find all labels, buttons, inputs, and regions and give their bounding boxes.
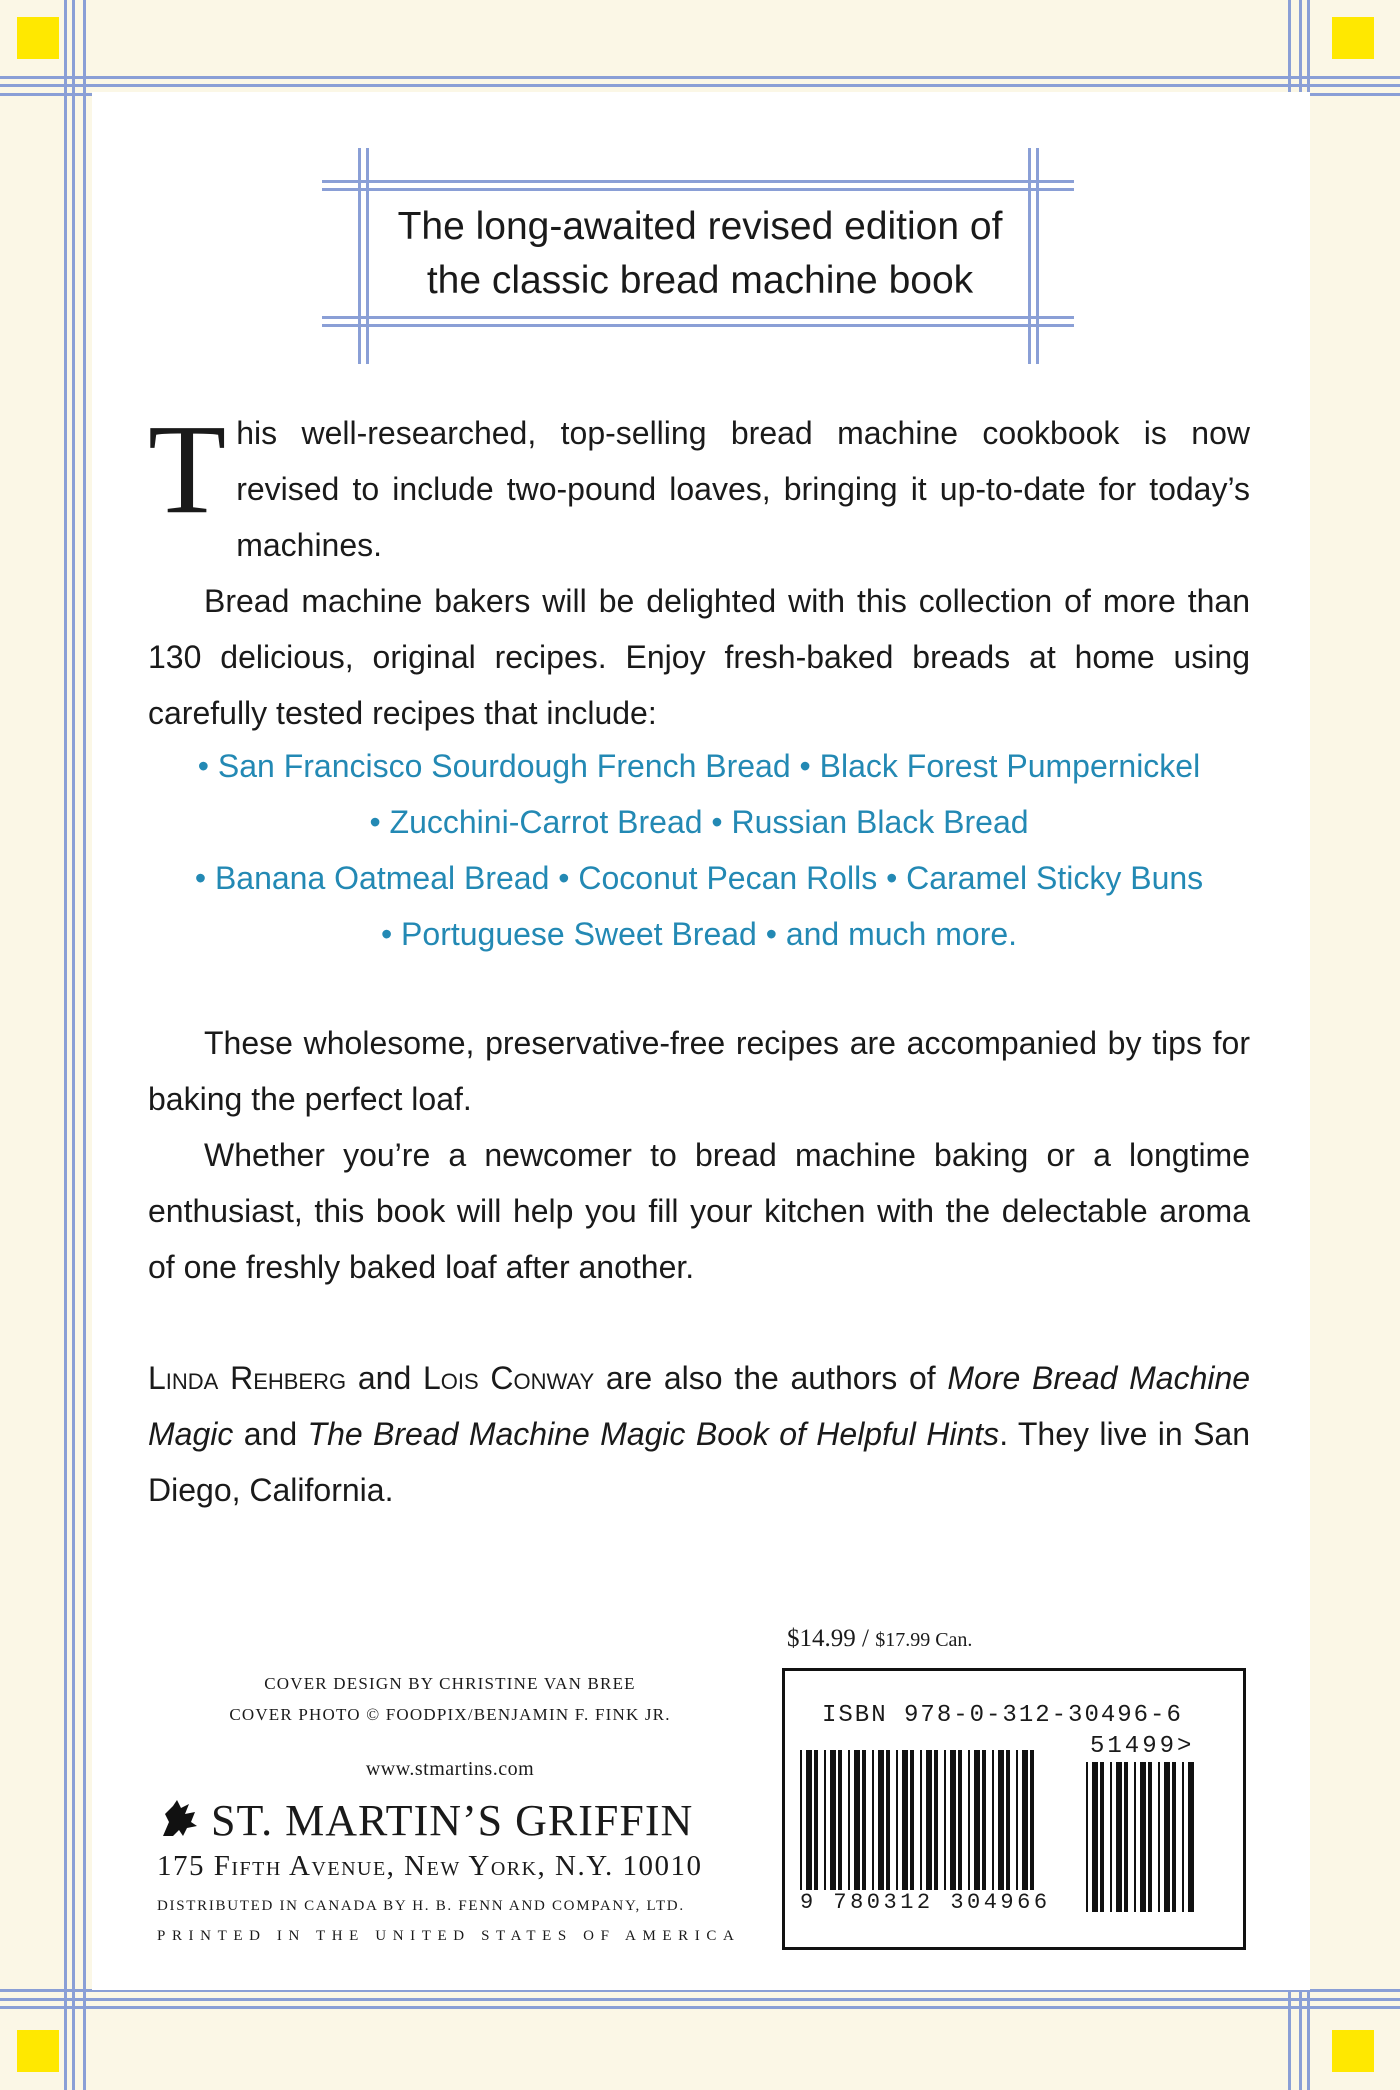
title-box-line	[366, 148, 369, 364]
distribution-note: DISTRIBUTED IN CANADA BY H. B. FENN AND COMPANY, LTD.	[157, 1898, 685, 1914]
intro-paragraph-1: his well-researched, top-selling bread machine cookbook is now revised to include two-pound loaves, bringing it up-to-date for today’s machines.	[236, 415, 1250, 563]
corner-square	[1332, 2030, 1374, 2072]
cover-design-credit: COVER DESIGN BY CHRISTINE VAN BREE	[264, 1674, 636, 1693]
border-line	[0, 1998, 1400, 2001]
author-bio	[148, 1350, 1250, 1518]
book-title-2: The Bread Machine Magic Book of Helpful Hints	[307, 1416, 1000, 1452]
book-title-1: More Bread Machine Magic	[148, 1360, 1251, 1452]
border-line	[83, 0, 86, 2090]
recipe-line: • Banana Oatmeal Bread • Coconut Pecan Rolls • Caramel Sticky Buns	[194, 860, 1204, 896]
barcode-digits: 9 780312 304966	[800, 1890, 1051, 1915]
title-box-line	[322, 316, 1074, 319]
barcode-bar	[1100, 1762, 1104, 1912]
isbn-number: ISBN 978-0-312-30496-6	[822, 1702, 1183, 1729]
recipe-line: • Zucchini-Carrot Bread • Russian Black Bread	[369, 804, 1029, 840]
barcode-bar	[1110, 1762, 1112, 1912]
barcode-bar	[1182, 1762, 1184, 1912]
cover-credits	[170, 1668, 730, 1730]
publisher-address: 175 Fifth Avenue, New York, N.Y. 10010	[157, 1850, 703, 1882]
border-line	[0, 84, 1400, 87]
title-box-line	[322, 188, 1074, 191]
body-paragraph-2: Whether you’re a newcomer to bread machine baking or a longtime enthusiast, this book will help you fill your kitchen with the delectable aroma of one freshly baked loaf after another.	[148, 1137, 1250, 1285]
recipe-list	[148, 738, 1250, 962]
intro-paragraph-2: Bread machine bakers will be delighted with this collection of more than 130 delicious, original recipes. Enjoy fresh-baked breads at home using carefully tested recipes that include:	[148, 583, 1250, 731]
author-and: and	[357, 1360, 412, 1396]
body-paragraph-1: These wholesome, preservative-free recipes are accompanied by tips for baking the perfect loaf.	[148, 1025, 1250, 1117]
price-us: $14.99 /	[787, 1625, 869, 1652]
barcode-bar	[1172, 1762, 1176, 1912]
barcode-bar	[1188, 1762, 1194, 1912]
title-box-line	[322, 324, 1074, 327]
price	[787, 1625, 972, 1653]
intro-section	[148, 398, 1250, 741]
title-box-line	[322, 180, 1074, 183]
barcode-bar	[1092, 1762, 1098, 1912]
border-line	[64, 0, 67, 2090]
barcode-bar	[1116, 1762, 1122, 1912]
author-text-2: and	[243, 1416, 298, 1452]
tagline-line2: the classic bread machine book	[426, 259, 974, 302]
author-name-2: Lois Conway	[422, 1360, 595, 1396]
printed-note: PRINTED IN THE UNITED STATES OF AMERICA	[157, 1928, 741, 1944]
barcode-bar	[1164, 1762, 1170, 1912]
barcode-bar	[1134, 1762, 1136, 1912]
addon-barcode	[1086, 1762, 1194, 1912]
corner-square	[17, 2030, 59, 2072]
price-can: $17.99 Can.	[875, 1629, 973, 1651]
drop-cap: T	[148, 398, 227, 540]
griffin-icon	[157, 1796, 203, 1853]
publisher-name: ST. MARTIN’S GRIFFIN	[211, 1796, 694, 1845]
border-line	[72, 0, 75, 2090]
author-text-1: are also the authors of	[605, 1360, 936, 1396]
border-line	[0, 76, 1400, 79]
publisher-url[interactable]: www.stmartins.com	[365, 1758, 535, 1780]
barcode-bar	[1086, 1762, 1088, 1912]
cover-photo-credit: COVER PHOTO © FOODPIX/BENJAMIN F. FINK JR.	[229, 1705, 671, 1724]
barcode-bar	[1158, 1762, 1160, 1912]
addon-marker: >	[1177, 1733, 1195, 1760]
title-box-line	[1028, 148, 1031, 364]
title-box-line	[358, 148, 361, 364]
addon-digits: 51499	[1090, 1733, 1178, 1760]
corner-square	[17, 17, 59, 59]
body-section	[148, 1015, 1250, 1295]
tagline-line1: The long-awaited revised edition of	[397, 205, 1003, 248]
barcode-bar	[1140, 1762, 1146, 1912]
publisher-logo	[157, 1795, 757, 1853]
author-name-1: Linda Rehberg	[148, 1360, 347, 1396]
corner-square	[1332, 17, 1374, 59]
border-line	[0, 2006, 1400, 2009]
author-text-3: . They live in San Diego, California.	[148, 1416, 1251, 1508]
title-box-line	[1036, 148, 1039, 364]
barcode-bar	[1148, 1762, 1152, 1912]
tagline	[373, 200, 1027, 308]
recipe-line: • Portuguese Sweet Bread • and much more.	[380, 916, 1018, 952]
barcode-bar	[1124, 1762, 1128, 1912]
recipe-line: • San Francisco Sourdough French Bread • Black Forest Pumpernickel	[197, 748, 1201, 784]
